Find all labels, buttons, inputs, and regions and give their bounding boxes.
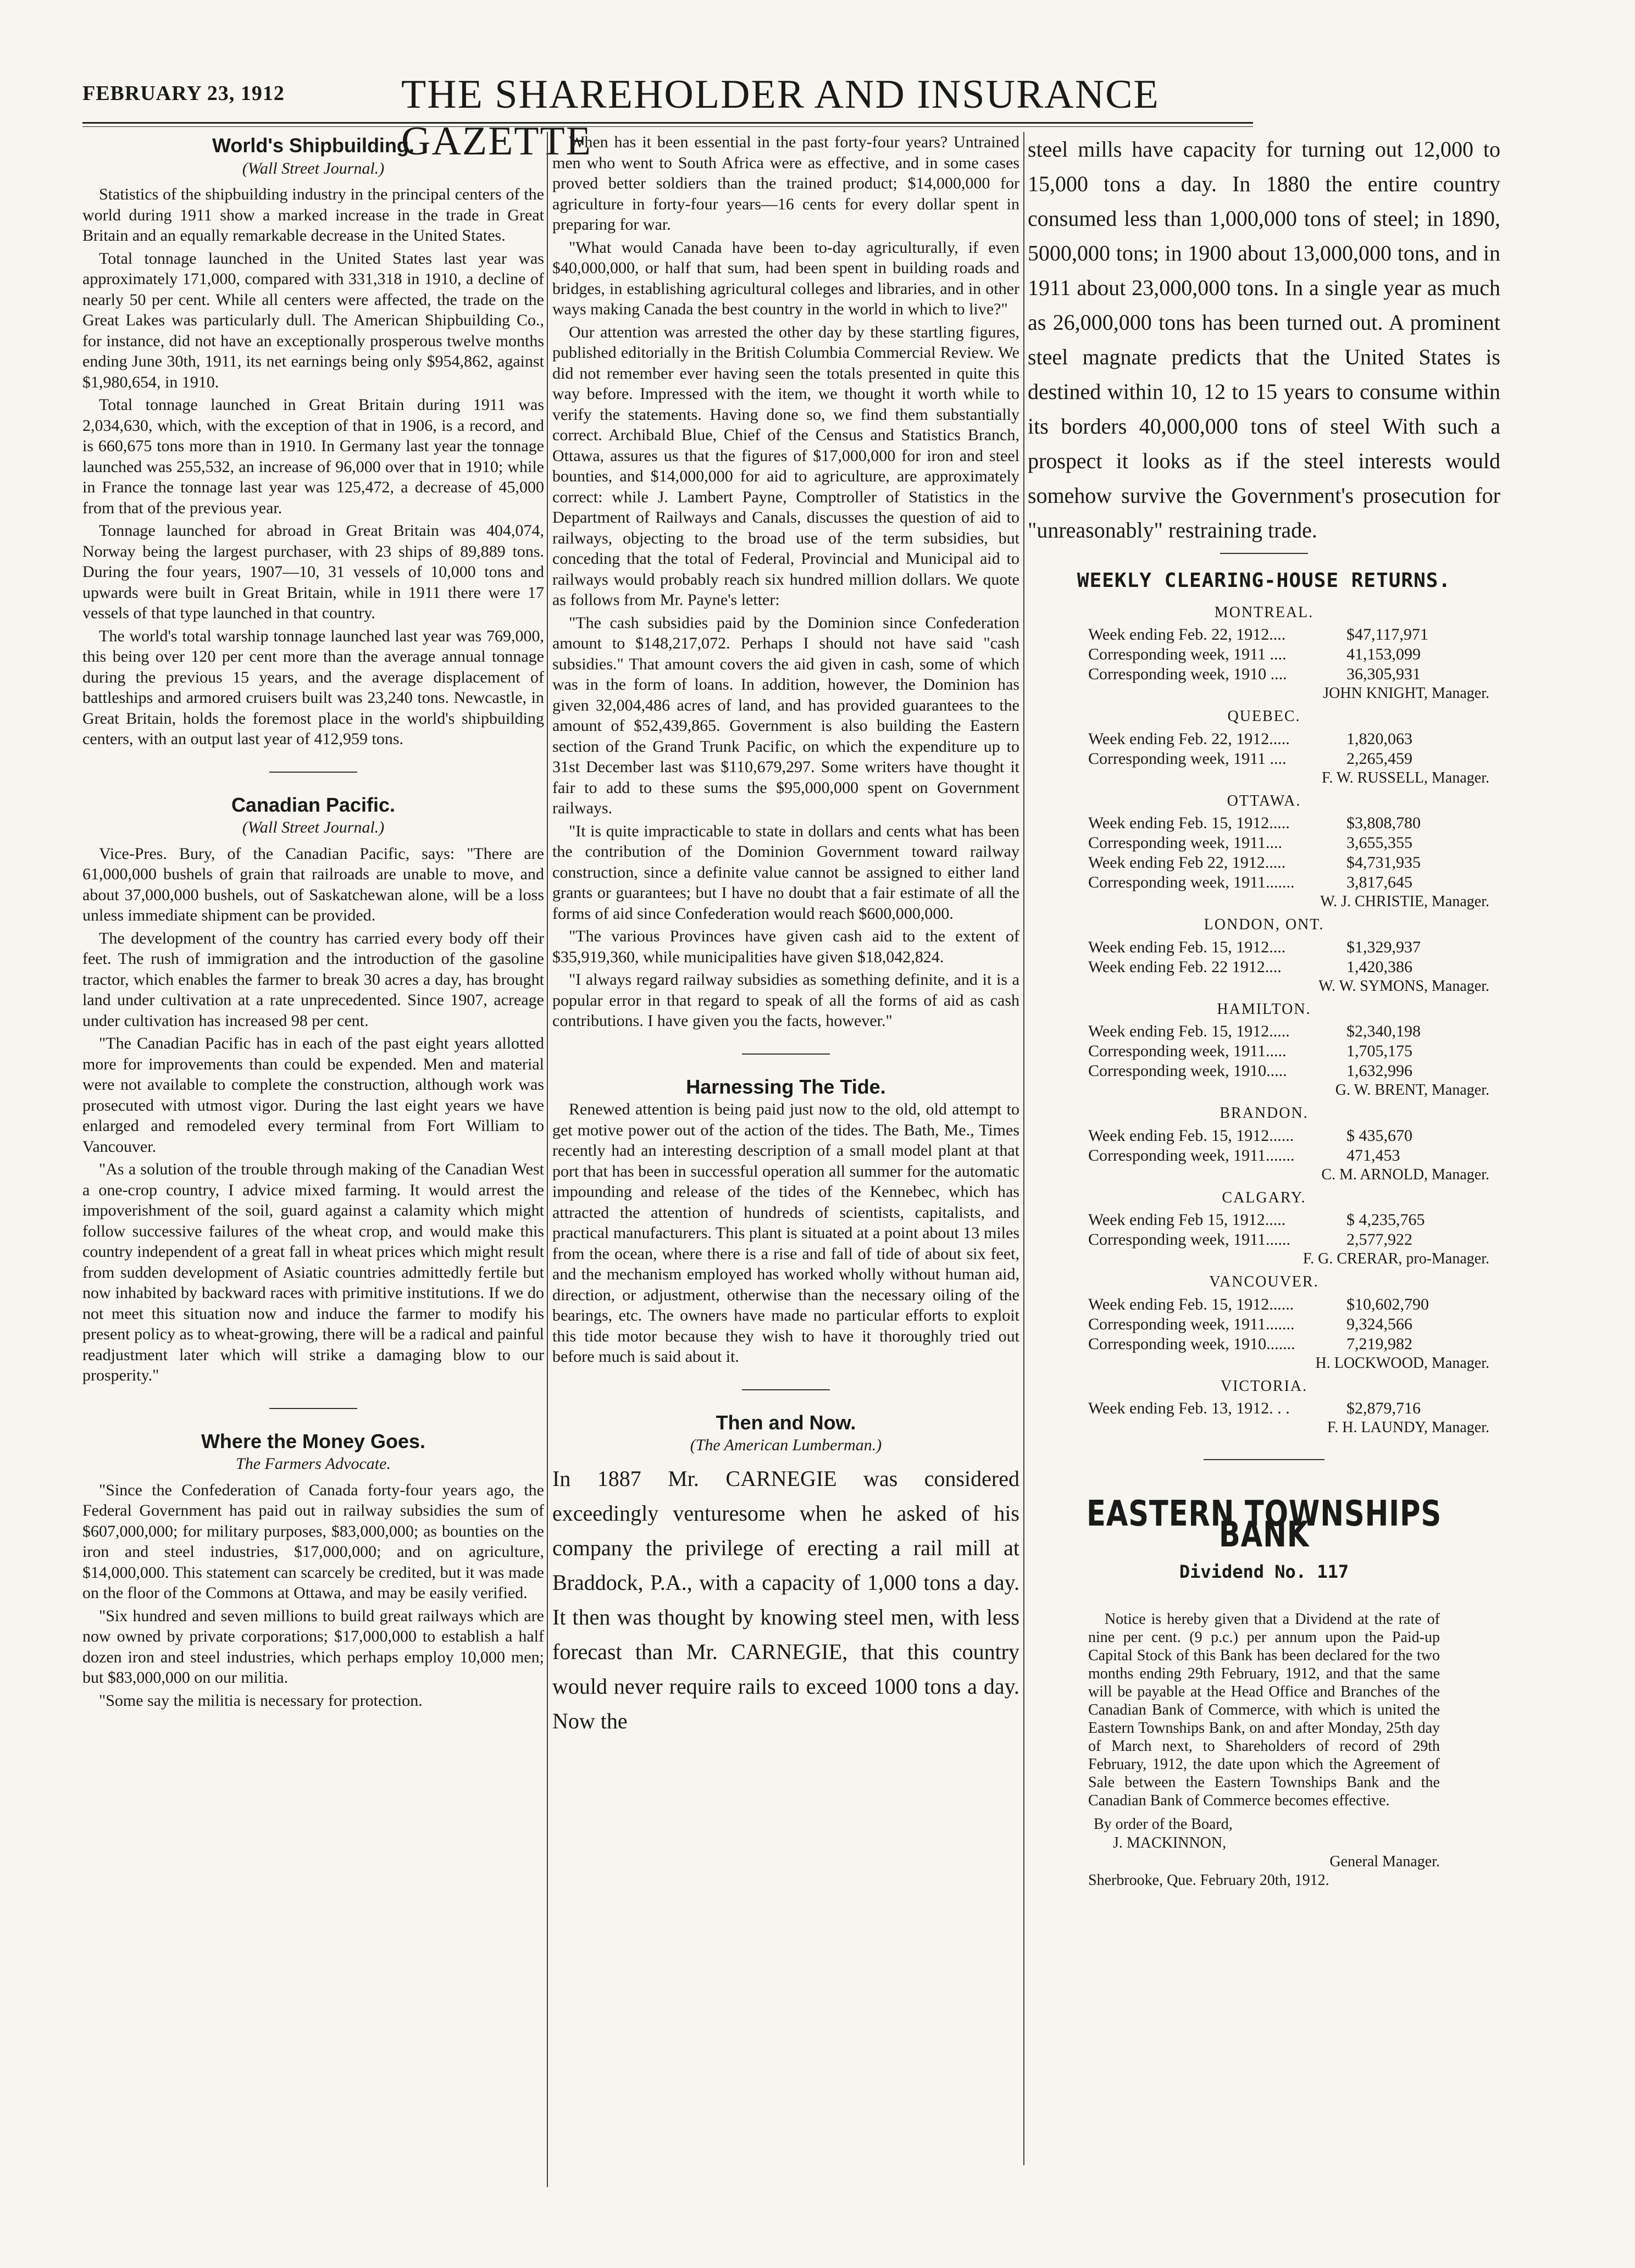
paragraph: "It is quite impracticable to state in dollars and cents what has been the contribution of the Dominion Government toward railway construction, since a definite value cannot be assigned to either land grants or guarantees; but I have no doubt that a fair estimate of all the forms of aid since Confederation would reach $600,000,000. — [552, 822, 1019, 923]
paragraph: "I always regard railway subsidies as something definite, and it is a popular error in that regard to speak of all the forms of aid as cash contributions. I have given you the facts, however." — [552, 971, 1019, 1030]
clearing-row-label: Corresponding week, 1911...... — [1088, 1230, 1290, 1249]
paragraph: The world's total warship tonnage launched last year was 769,000, this being over 120 per cent more than the average annual tonnage during the previous 15 years, and the average displacement of battleships and armored cruisers built was 23,240 tons. Newcastle, in Great Britain, holds the foremost place in the world's shipbuilding centers, with an output last year of 412,959 tons. — [82, 626, 544, 748]
column-divider-2 — [1023, 132, 1024, 2165]
clearing-row — [1028, 813, 1500, 833]
clearing-house-title: WEEKLY CLEARING-HOUSE RETURNS. — [1077, 569, 1451, 592]
clearing-row — [1028, 873, 1500, 892]
article-harnessing-the-tide — [552, 1077, 1019, 1367]
clearing-row-value: 1,820,063 — [1346, 729, 1412, 748]
clearing-row — [1028, 1295, 1500, 1315]
clearing-row-label: Week ending Feb. 22 1912.... — [1088, 957, 1282, 976]
clearing-row-value: 2,577,922 — [1346, 1230, 1412, 1249]
clearing-row — [1028, 645, 1500, 664]
clearing-row — [1028, 1146, 1500, 1166]
clearing-row-label: Corresponding week, 1911..... — [1088, 1042, 1287, 1060]
city-name: OTTAWA. — [1227, 792, 1301, 809]
clearing-row-label: Week ending Feb. 13, 1912. . . — [1088, 1399, 1290, 1417]
header-rule-thin — [82, 126, 1253, 127]
clearing-row-label: Week ending Feb. 22, 1912..... — [1088, 729, 1290, 748]
article-source: (The American Lumberman.) — [690, 1436, 882, 1454]
clearing-house-list — [1028, 602, 1500, 1438]
paragraph: "Since the Confederation of Canada forty-four years ago, the Federal Government has paid out in railway subsidies the sum of $607,000,000; for military purposes, $83,000,000; as bounties on the iron and steel industries, $17,000,000; and on agriculture, $14,000,000. This statement can scarcely be credited, but it was made on the floor of the Commons at Ottawa, and may be easily verified. — [82, 1480, 544, 1602]
clearing-row — [1028, 1230, 1500, 1250]
clearing-house-returns — [1028, 570, 1500, 1437]
paragraph: steel mills have capacity for turning out 12,000 to 15,000 tons a day. In 1880 the entire country consumed less than 1,000,000 tons of steel; in 1890, 5000,000 tons; in 1900 about 13,000,000 tons, and in 1911 about 23,000,000 tons. In a single year as much as 26,000,000 tons has been turned out. A prominent steel magnate predicts that the United States is destined within 10, 12 to 15 years to consume within its borders 40,000,000 tons of steel With such a prospect it looks as if the steel interests would somehow survive the Government's prosecution for "unreasonably" restraining trade. — [1028, 137, 1500, 542]
section-divider — [742, 1389, 830, 1390]
paragraph: Total tonnage launched in the United States last year was approximately 171,000, compared with 331,318 in 1910, a decline of nearly 50 per cent. While all centers were affected, the trade on the Great Lakes was particularly dull. The American Shipbuilding Co., for instance, did not have an exceptionally prosperous twelve months ending June 30th, 1911, its net earnings being only $954,862, against $1,980,654, in 1910. — [82, 249, 544, 391]
publication-title: THE SHAREHOLDER AND INSURANCE GAZETTE — [401, 72, 1160, 164]
column-2 — [552, 132, 1019, 1740]
city-manager: F. G. CRERAR, pro-Manager. — [1303, 1250, 1489, 1267]
paragraph: "Six hundred and seven millions to build great railways which are now owned by private corporations; $17,000,000 to establish a half dozen iron and steel industries, which perhaps employ 10,000 men; but $83,000,000 on our militia. — [82, 1606, 544, 1687]
city-name: LONDON, ONT. — [1204, 916, 1324, 933]
clearing-row — [1028, 1315, 1500, 1334]
clearing-row-value: $1,329,937 — [1346, 938, 1421, 956]
clearing-row — [1028, 833, 1500, 853]
clearing-row — [1028, 664, 1500, 684]
column-3 — [1028, 132, 1500, 1890]
paragraph: "What would Canada have been to-day agriculturally, if even $40,000,000, or half that sum, had been spent in building roads and bridges, in establishing agricultural colleges and libraries, and in other ways making Canada the best country in the world in which to live?" — [552, 238, 1019, 318]
city-manager: W. W. SYMONS, Manager. — [1318, 977, 1489, 995]
paragraph: The development of the country has carried every body off their feet. The rush of immigration and the introduction of the gasoline tractor, which enables the farmer to break 30 acres a day, has brought land under cultivation at a rate unprecedented. Since 1907, acreage under cultivation has increased 98 per cent. — [82, 929, 544, 1030]
clearing-row — [1028, 1399, 1500, 1418]
clearing-row-label: Week ending Feb. 15, 1912...... — [1088, 1295, 1294, 1313]
clearing-row-label: Corresponding week, 1911....... — [1088, 1146, 1295, 1165]
clearing-row-value: 1,420,386 — [1346, 957, 1412, 976]
section-divider — [269, 1408, 357, 1409]
clearing-row-label: Week ending Feb. 15, 1912..... — [1088, 814, 1290, 832]
city-manager: G. W. BRENT, Manager. — [1335, 1082, 1489, 1099]
paragraph: When has it been essential in the past forty-four years? Untrained men who went to South Africa were as effective, and in some cases proved better soldiers than the trained product; $14,000,000 for agriculture in forty-four years—16 cents for every dollar spent in preparing for war. — [552, 133, 1019, 234]
article-source: The Farmers Advocate. — [236, 1455, 391, 1473]
paragraph: "The cash subsidies paid by the Dominion since Confederation amount to $148,217,072. Perhaps I should not have said "cash subsidies." That amount covers the aid given in cash, some of which was in the form of loans. In addition, however, the Dominion has given 32,004,486 acres of land, and has provided guarantees to the amount of $52,439,865. Government is also building the Eastern section of the Grand Trunk Pacific, on which the expenditure up to 31st December last was $110,679,297. Some writers have thought it fair to add to these sums the $95,000,000 spent on Government railways. — [552, 613, 1019, 817]
city-name: CALGARY. — [1222, 1189, 1306, 1206]
article-where-the-money-goes — [82, 1431, 544, 1711]
city-name: BRANDON. — [1220, 1105, 1309, 1122]
signer-title: General Manager. — [1329, 1853, 1440, 1870]
paragraph: Vice-Pres. Bury, of the Canadian Pacific, says: "There are 61,000,000 bushels of grain that railroads are unable to move, and about 37,000,000 bushels, out of Saskatchewan alone, will be a loss unless immediate shipment can be provided. — [82, 844, 544, 924]
paragraph: "As a solution of the trouble through making of the Canadian West a one-crop country, I advice mixed farming. It would arrest the impoverishment of the soil, guard against a calamity which might follow successive failures of the wheat crop, and would make this country independent of a great fall in wheat prices which might result from sudden development of Asiatic countries admittedly fertile but now inhabited by backward races with primitive institutions. If we do not meet this situation now and induce the farmer to modify his present policy as to wheat-growing, there will be a radical and painful readjustment later which will strike a damaging blow to our prosperity." — [82, 1160, 544, 1384]
clearing-row — [1028, 938, 1500, 957]
signer-name: J. MACKINNON, — [1113, 1834, 1227, 1851]
column-divider-1 — [547, 132, 548, 2187]
article-money-continued — [552, 132, 1019, 1032]
paragraph: Tonnage launched for abroad in Great Britain was 404,074, Norway being the largest purchaser, with 23 ships of 89,889 tons. During the four years, 1907—10, 31 vessels of 10,000 tons and upwards were built in Great Britain, while in 1911 there were 17 vessels of that type launched in that country. — [82, 522, 544, 622]
clearing-row-label: Week ending Feb. 15, 1912..... — [1088, 1022, 1290, 1040]
clearing-row — [1028, 729, 1500, 749]
clearing-row-value: 36,305,931 — [1346, 665, 1421, 683]
paragraph: "The various Provinces have given cash aid to the extent of $35,919,360, while municipalities have given $18,042,824. — [552, 927, 1019, 966]
city-name: HAMILTON. — [1217, 1000, 1311, 1018]
clearing-row-label: Corresponding week, 1911....... — [1088, 1315, 1295, 1333]
section-divider — [269, 772, 357, 773]
clearing-row-value: $4,731,935 — [1346, 853, 1421, 872]
article-then-and-now — [552, 1412, 1019, 1738]
article-title: Harnessing The Tide. — [686, 1075, 886, 1098]
clearing-row-label: Corresponding week, 1910..... — [1088, 1062, 1287, 1080]
clearing-row-value: $2,879,716 — [1346, 1399, 1421, 1417]
clearing-row-label: Week ending Feb 22, 1912..... — [1088, 853, 1286, 872]
paragraph: Renewed attention is being paid just now to the old, old attempt to get motive power out of the action of the tides. The Bath, Me., Times recently had an interesting description of a small model plant at that port that has been in successful operation all summer for the automatic impounding and release of the tides of the Kennebec, which has attracted the attention of hundreds of scientists, capitalists, and practical manufacturers. This plant is situated at a point about 13 miles from the ocean, where there is a rise and fall of tide of about six feet, and the mechanism employed has worked wholly without human aid, direction, or adjustment, otherwise than the necessary oiling of the bearings, etc. The owners have made no particular efforts to exploit this tide motor because they wish to have it thoroughly tried out before much is said about it. — [552, 1100, 1019, 1366]
city-manager: F. W. RUSSELL, Manager. — [1322, 769, 1489, 786]
clearing-row-label: Corresponding week, 1911....... — [1088, 873, 1295, 891]
clearing-row — [1028, 1334, 1500, 1354]
article-then-and-now-continued — [1028, 132, 1500, 547]
article-title: Then and Now. — [716, 1411, 856, 1434]
clearing-row — [1028, 1061, 1500, 1081]
clearing-row — [1028, 1041, 1500, 1061]
bank-notice — [1028, 1494, 1500, 1890]
city-name: MONTREAL. — [1214, 603, 1314, 621]
clearing-row-value: 2,265,459 — [1346, 749, 1412, 768]
paragraph: "Some say the militia is necessary for protection. — [99, 1691, 423, 1710]
article-worlds-shipbuilding — [82, 135, 544, 750]
clearing-row-value: $47,117,971 — [1346, 625, 1428, 644]
clearing-row — [1028, 1022, 1500, 1041]
city-name: VICTORIA. — [1220, 1377, 1308, 1395]
city-manager: H. LOCKWOOD, Manager. — [1315, 1354, 1489, 1372]
clearing-row-label: Corresponding week, 1910....... — [1088, 1334, 1295, 1353]
article-title: Canadian Pacific. — [231, 793, 396, 816]
clearing-row-value: 1,632,996 — [1346, 1062, 1412, 1080]
header-rule — [82, 122, 1253, 124]
clearing-row-label: Corresponding week, 1911 .... — [1088, 645, 1287, 663]
dividend-number: Dividend No. 117 — [1179, 1561, 1349, 1582]
clearing-row-label: Week ending Feb 15, 1912..... — [1088, 1211, 1286, 1229]
article-source: (Wall Street Journal.) — [242, 159, 385, 178]
clearing-row — [1028, 1126, 1500, 1146]
clearing-row-label: Corresponding week, 1910 .... — [1088, 665, 1287, 683]
paragraph: Our attention was arrested the other day by these startling figures, published editorially in the British Columbia Commercial Review. We did not remember ever having seen the totals presented in quite this way before. Impressed with the item, we thought it worth while to verify the statements. Having done so, we find them substantially correct. Archibald Blue, Chief of the Census and Statistics Branch, Ottawa, assures us that the figures of $17,000,000 for iron and steel bounties, and $14,000,000 for aid to agriculture, are approximately correct: while J. Lambert Payne, Comptroller of Statistics in the Department of Railways and Canals, discusses the question of aid to railways, objecting to the broad use of the term subsidies, but conceding that the total of Federal, Provincial and Municipal aid to railways would probably reach six hundred million dollars. We quote as follows from Mr. Payne's letter: — [552, 323, 1019, 609]
clearing-row-label: Week ending Feb. 22, 1912.... — [1088, 625, 1286, 644]
clearing-row-value: 1,705,175 — [1346, 1042, 1412, 1060]
clearing-row-label: Corresponding week, 1911 .... — [1088, 749, 1287, 768]
paragraph: In 1887 Mr. CARNEGIE was considered exceedingly venturesome when he asked of his company the privilege of erecting a rail mill at Braddock, P.A., with a capacity of 1,000 tons a day. It then was thought by knowing steel men, with less forecast than Mr. CARNEGIE, that this country would never require rails to exceed 1000 tons a day. Now the — [552, 1466, 1019, 1733]
clearing-row — [1028, 625, 1500, 645]
clearing-row — [1028, 749, 1500, 769]
clearing-row-value: $ 4,235,765 — [1346, 1211, 1425, 1229]
city-manager: C. M. ARNOLD, Manager. — [1321, 1166, 1489, 1183]
clearing-row-label: Week ending Feb. 15, 1912...... — [1088, 1126, 1294, 1145]
column-1 — [82, 132, 544, 1713]
clearing-row-value: 471,453 — [1346, 1146, 1400, 1165]
clearing-row-value: 41,153,099 — [1346, 645, 1421, 663]
clearing-row-value: 3,655,355 — [1346, 834, 1412, 852]
paragraph: Statistics of the shipbuilding industry in the principal centers of the world during 1911 show a marked increase in the trade in Great Britain and an equally remarkable decrease in the United States. — [82, 185, 544, 245]
city-name: VANCOUVER. — [1209, 1273, 1319, 1290]
article-canadian-pacific — [82, 795, 544, 1386]
board-order: By order of the Board, — [1094, 1815, 1233, 1833]
clearing-row-value: 3,817,645 — [1346, 873, 1412, 891]
clearing-row-value: $2,340,198 — [1346, 1022, 1421, 1040]
paragraph: "The Canadian Pacific has in each of the past eight years allotted more for improvements than could be expended. Men and material were not available to complete the construction, although work was prosecuted with utmost vigor. During the last eight years we have enlarged and remodeled every terminal from Fort William to Vancouver. — [82, 1034, 544, 1156]
section-divider — [742, 1053, 830, 1055]
clearing-row-value: 9,324,566 — [1346, 1315, 1412, 1333]
city-manager: W. J. CHRISTIE, Manager. — [1320, 893, 1489, 910]
clearing-row-value: $3,808,780 — [1346, 814, 1421, 832]
place-and-date: Sherbrooke, Que. February 20th, 1912. — [1088, 1871, 1329, 1889]
bank-title: EASTERN TOWNSHIPS BANK — [1086, 1494, 1442, 1555]
article-title: World's Shipbuilding. — [212, 134, 414, 157]
city-manager: F. H. LAUNDY, Manager. — [1327, 1419, 1489, 1436]
paragraph: Total tonnage launched in Great Britain during 1911 was 2,034,630, which, with the exception of that in 1906, is a record, and is 660,675 tons more than in 1910. In Germany last year the tonnage launched was 255,532, an increase of 96,000 over that in 1910; while in France the tonnage last year was 125,472, a decrease of 45,000 from that of the previous year. — [82, 396, 544, 517]
dividend-notice: Notice is hereby given that a Dividend at the rate of nine per cent. (9 p.c.) per annum upon the Paid-up Capital Stock of this Bank has been declared for the two months ending 29th February, 1912, and that the same will be payable at the Head Office and Branches of the Canadian Bank of Commerce, with which is united the Eastern Townships Bank, on and after Monday, 25th day of March next, to Shareholders of record of 29th February, 1912, the date upon which the Agreement of Sale between the Eastern Townships Bank and the Canadian Bank of Commerce becomes effective. — [1088, 1610, 1440, 1809]
section-divider — [1204, 1459, 1324, 1460]
clearing-row-value: $10,602,790 — [1346, 1295, 1429, 1313]
article-source: (Wall Street Journal.) — [242, 818, 385, 836]
city-manager: JOHN KNIGHT, Manager. — [1323, 685, 1489, 702]
clearing-row — [1028, 853, 1500, 873]
clearing-row — [1028, 1210, 1500, 1230]
clearing-row-value: $ 435,670 — [1346, 1126, 1412, 1145]
clearing-row-label: Week ending Feb. 15, 1912.... — [1088, 938, 1286, 956]
article-title: Where the Money Goes. — [201, 1429, 426, 1452]
clearing-row-label: Corresponding week, 1911.... — [1088, 834, 1282, 852]
clearing-row-value: 7,219,982 — [1346, 1334, 1412, 1353]
section-divider — [1220, 553, 1308, 554]
issue-date: FEBRUARY 23, 1912 — [82, 82, 285, 105]
clearing-row — [1028, 957, 1500, 977]
city-name: QUEBEC. — [1227, 708, 1301, 725]
